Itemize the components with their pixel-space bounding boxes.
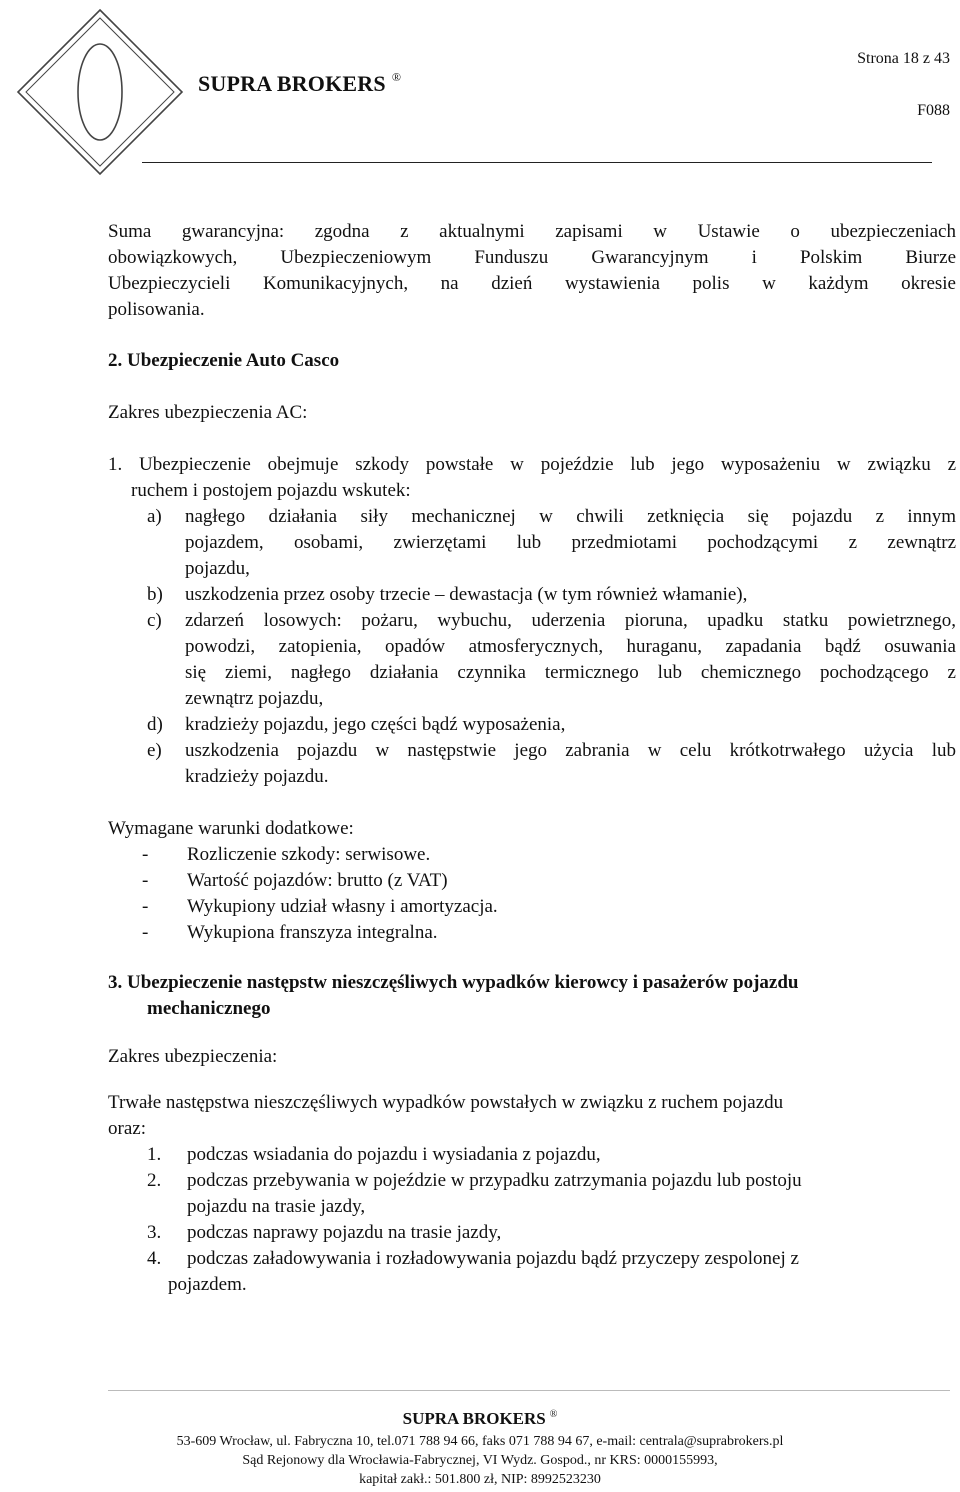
condition-item: Wykupiony udział własny i amortyzacja. — [187, 896, 498, 917]
subitem-c-line-3: się ziemi, nagłego działania czynnika termicznego lub chemicznego pochodzącego z — [185, 662, 956, 683]
registered-mark: ® — [391, 70, 402, 84]
section-3-item-line: podczas wsiadania do pojazdu i wysiadania z pojazdu, — [187, 1144, 601, 1165]
subitem-d-marker: d) — [147, 714, 163, 735]
subitem-b-line-1: uszkodzenia przez osoby trzecie – dewastacja (w tym również włamanie), — [185, 584, 748, 605]
suma-line-4: polisowania. — [108, 299, 205, 320]
item-1-line-2: ruchem i postojem pojazdu wskutek: — [131, 480, 411, 501]
suma-line-2: obowiązkowych, Ubezpieczeniowym Funduszu Gwarancyjnym i Polskim Biurze — [108, 247, 956, 268]
section-3-item-marker: 3. — [147, 1222, 162, 1243]
subitem-a-marker: a) — [147, 506, 162, 527]
condition-item: Wartość pojazdów: brutto (z VAT) — [187, 870, 448, 891]
registered-mark: ® — [549, 1409, 558, 1421]
company-logo-icon — [12, 4, 188, 180]
subitem-c-line-2: powodzi, zatopienia, opadów atmosferycznych, huraganu, zapadania bądź osuwania — [185, 636, 956, 657]
subitem-c-marker: c) — [147, 610, 162, 631]
subitem-a-line-1: nagłego działania siły mechanicznej w chwili zetknięcia się pojazdu z innym — [185, 506, 956, 527]
section-3-item-line: pojazdu na trasie jazdy, — [187, 1196, 366, 1217]
subitem-c-line-4: zewnątrz pojazdu, — [185, 688, 324, 709]
footer-divider — [108, 1390, 950, 1391]
section-3-item-marker: 1. — [147, 1144, 162, 1165]
section-3-item-marker: 4. — [147, 1248, 162, 1269]
footer-capital: kapitał zakł.: 501.800 zł, NIP: 8992523230 — [359, 1472, 601, 1487]
header-company-name: SUPRA BROKERS ® — [198, 70, 402, 96]
subitem-d-line-1: kradzieży pojazdu, jego części bądź wyposażenia, — [185, 714, 566, 735]
page-number: Strona 18 z 43 — [857, 50, 950, 67]
section-3-title-line-2: mechanicznego — [147, 998, 271, 1019]
suma-line-3: Ubezpieczycieli Komunikacyjnych, na dzień wystawienia polis w każdym okresie — [108, 273, 956, 294]
section-3-item-line: podczas naprawy pojazdu na trasie jazdy, — [187, 1222, 502, 1243]
subitem-e-line-2: kradzieży pojazdu. — [185, 766, 329, 787]
footer-court: Sąd Rejonowy dla Wrocławia-Fabrycznej, VI Wydz. Gospod., nr KRS: 0000155993, — [242, 1453, 718, 1468]
section-3-item-line: podczas załadowywania i rozładowywania pojazdu bądź przyczepy zespolonej z — [187, 1248, 799, 1269]
section-3-intro-line-1: Trwałe następstwa nieszczęśliwych wypadków powstałych w związku z ruchem pojazdu — [108, 1092, 784, 1113]
section-3-item-marker: 2. — [147, 1170, 162, 1191]
subitem-c-line-1: zdarzeń losowych: pożaru, wybuchu, uderzenia pioruna, upadku statku powietrznego, — [185, 610, 956, 631]
footer-company-name: SUPRA BROKERS ® — [402, 1409, 558, 1428]
subitem-e-line-1: uszkodzenia pojazdu w następstwie jego zabrania w celu krótkotrwałego użycia lub — [185, 740, 956, 761]
footer-address: 53-609 Wrocław, ul. Fabryczna 10, tel.071 788 94 66, faks 071 788 94 67, e-mail: centrala@suprabrokers.pl — [176, 1434, 784, 1449]
section-2-scope: Zakres ubezpieczenia AC: — [108, 402, 308, 423]
condition-dash: - — [142, 844, 149, 865]
section-3-intro-line-2: oraz: — [108, 1118, 146, 1139]
header-divider — [142, 162, 932, 163]
condition-item: Rozliczenie szkody: serwisowe. — [187, 844, 431, 865]
document-code: F088 — [917, 102, 950, 119]
conditions-title: Wymagane warunki dodatkowe: — [108, 818, 354, 839]
section-3-item-line: pojazdem. — [168, 1274, 247, 1295]
item-1-line-1: 1. Ubezpieczenie obejmuje szkody powstałe w pojeździe lub jego wyposażeniu w związku z — [108, 454, 956, 475]
subitem-a-line-3: pojazdu, — [185, 558, 250, 579]
section-3-item-line: podczas przebywania w pojeździe w przypadku zatrzymania pojazdu lub postoju — [187, 1170, 802, 1191]
subitem-e-marker: e) — [147, 740, 162, 761]
section-3-title-line-1: 3. Ubezpieczenie następstw nieszczęśliwych wypadków kierowcy i pasażerów pojazdu — [108, 972, 799, 993]
section-2-title: 2. Ubezpieczenie Auto Casco — [108, 350, 340, 371]
subitem-b-marker: b) — [147, 584, 163, 605]
section-3-scope: Zakres ubezpieczenia: — [108, 1046, 278, 1067]
condition-dash: - — [142, 870, 149, 891]
condition-dash: - — [142, 922, 149, 943]
suma-line-1: Suma gwarancyjna: zgodna z aktualnymi zapisami w Ustawie o ubezpieczeniach — [108, 221, 956, 242]
subitem-a-line-2: pojazdem, osobami, zwierzętami lub przedmiotami pochodzącymi z zewnątrz — [185, 532, 956, 553]
condition-dash: - — [142, 896, 149, 917]
condition-item: Wykupiona franszyza integralna. — [187, 922, 438, 943]
